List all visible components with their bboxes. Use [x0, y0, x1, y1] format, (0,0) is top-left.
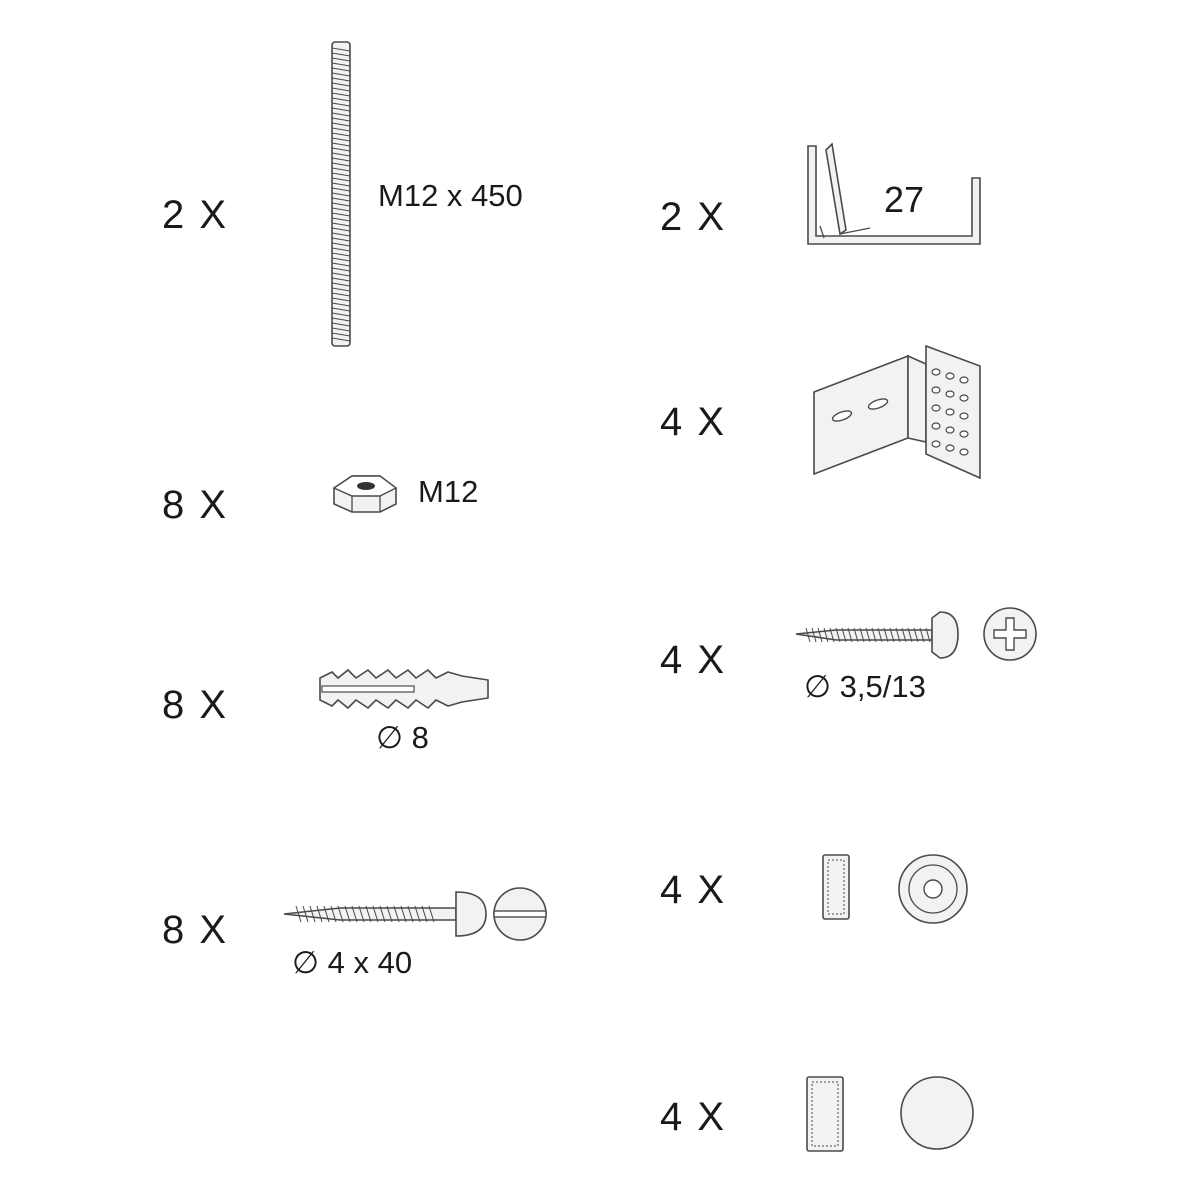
label-wall-plug: ∅ 8 [376, 720, 429, 755]
qty-hex-nut: 8 X [162, 483, 229, 527]
qty-threaded-rod: 2 X [162, 193, 229, 237]
qty-angle-bracket: 4 X [660, 400, 727, 444]
qty-u-bracket: 2 X [660, 195, 727, 239]
threaded-rod-icon [326, 40, 356, 350]
ring-washer-icon [896, 852, 970, 926]
qty-slotted-screw: 8 X [162, 908, 229, 952]
qty-felt-pad: 4 X [660, 1095, 727, 1139]
label-hex-nut: M12 [418, 474, 479, 509]
ring-washer-side-icon [820, 852, 854, 922]
label-slotted-screw: ∅ 4 x 40 [292, 945, 413, 980]
round-pad-side-icon [804, 1074, 848, 1154]
hex-nut-icon [330, 470, 400, 516]
angle-bracket-icon [808, 342, 988, 482]
label-phillips-screw: ∅ 3,5/13 [804, 669, 926, 704]
qty-washer-pad: 4 X [660, 868, 727, 912]
phillips-screw-icon [792, 604, 1042, 668]
label-u-bracket: 27 [884, 179, 925, 220]
label-threaded-rod: M12 x 450 [378, 178, 523, 213]
wall-plug-icon [312, 664, 492, 714]
qty-wall-plug: 8 X [162, 683, 229, 727]
slotted-screw-icon [280, 884, 555, 944]
round-pad-icon [898, 1074, 978, 1154]
qty-phillips-screw: 4 X [660, 638, 727, 682]
